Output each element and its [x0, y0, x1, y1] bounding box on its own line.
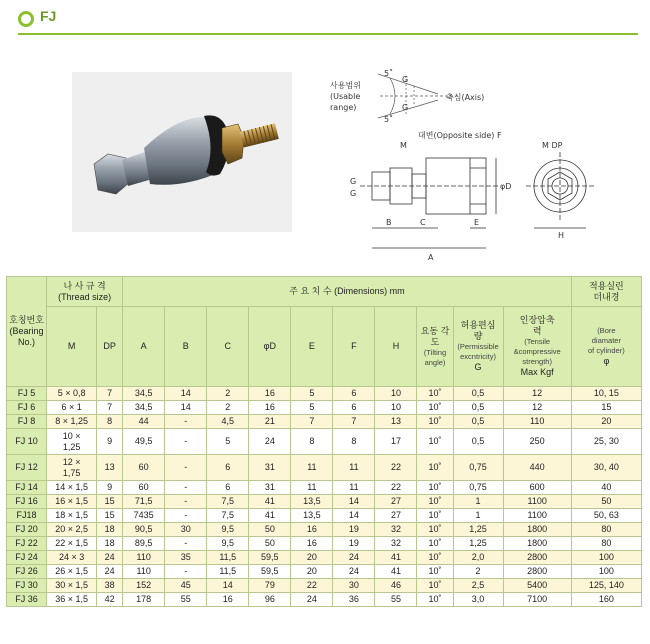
cell-c: 6: [207, 481, 249, 495]
cell-h: 41: [375, 551, 417, 565]
table-row: [7, 429, 642, 455]
cell-model: FJ 24: [7, 551, 47, 565]
cell-h: 10: [375, 387, 417, 401]
cell-m: 8 × 1,25: [47, 415, 97, 429]
cell-a: 44: [123, 415, 165, 429]
cell-a: 90,5: [123, 523, 165, 537]
cell-e: 5: [291, 387, 333, 401]
cell-b: -: [165, 415, 207, 429]
thread-header: 나 사 규 격 (Thread size): [47, 277, 123, 307]
cell-b: 55: [165, 593, 207, 607]
cell-a: 49,5: [123, 429, 165, 455]
cell-h: 32: [375, 523, 417, 537]
cell-e: 13,5: [291, 509, 333, 523]
g-mark-top: G: [402, 75, 409, 84]
cell-model: FJ 10: [7, 429, 47, 455]
cell-g: 1: [453, 509, 503, 523]
cell-force: 2800: [503, 551, 571, 565]
force-header: 인장압축 력 (Tensile &compressive strength) Max Kgf: [503, 307, 571, 387]
cell-force: 600: [503, 481, 571, 495]
cell-dp: 24: [97, 565, 123, 579]
cell-b: 14: [165, 401, 207, 415]
cell-f: 19: [333, 537, 375, 551]
cell-f: 14: [333, 509, 375, 523]
cell-m: 26 × 1,5: [47, 565, 97, 579]
cell-m: 12 × 1,75: [47, 455, 97, 481]
header-row-1: [7, 277, 642, 307]
cell-f: 36: [333, 593, 375, 607]
b-header: B: [165, 307, 207, 387]
cell-c: 2: [207, 401, 249, 415]
cell-force: 110: [503, 415, 571, 429]
cell-h: 13: [375, 415, 417, 429]
cell-cyl: 20: [571, 415, 641, 429]
cell-a: 89,5: [123, 537, 165, 551]
cell-a: 34,5: [123, 387, 165, 401]
cell-a: 60: [123, 455, 165, 481]
cell-c: 9,5: [207, 537, 249, 551]
dimensions-header: 주 요 치 수 (Dimensions) mm: [123, 277, 572, 307]
cell-model: FJ 12: [7, 455, 47, 481]
cell-cyl: 10, 15: [571, 387, 641, 401]
g-mark-side-top: G: [350, 177, 357, 186]
page-title: FJ: [40, 8, 57, 24]
cell-force: 250: [503, 429, 571, 455]
cell-g: 0,5: [453, 415, 503, 429]
cell-h: 55: [375, 593, 417, 607]
cell-d: 31: [249, 455, 291, 481]
header-divider: [18, 33, 638, 35]
cell-b: -: [165, 429, 207, 455]
cell-tilt: 10˚: [417, 455, 453, 481]
cylinder-subheader: (Bore diamater of cylinder) φ: [571, 307, 641, 387]
cell-d: 16: [249, 387, 291, 401]
table-row: [7, 495, 642, 509]
angle-bottom-label: 5˚: [384, 115, 394, 124]
cell-g: 2,5: [453, 579, 503, 593]
cell-h: 27: [375, 495, 417, 509]
cell-g: 1,25: [453, 523, 503, 537]
cell-d: 24: [249, 429, 291, 455]
cell-b: 45: [165, 579, 207, 593]
cell-f: 11: [333, 455, 375, 481]
cell-cyl: 100: [571, 551, 641, 565]
table-row: [7, 593, 642, 607]
cell-e: 5: [291, 401, 333, 415]
usable-range-line1: 사용범위: [330, 81, 361, 90]
cell-m: 36 × 1,5: [47, 593, 97, 607]
cell-d: 41: [249, 509, 291, 523]
cell-g: 0,75: [453, 455, 503, 481]
bullet-ring-icon: [18, 11, 34, 27]
table-row: [7, 551, 642, 565]
cell-model: FJ 8: [7, 415, 47, 429]
cell-force: 1100: [503, 509, 571, 523]
cell-c: 7,5: [207, 495, 249, 509]
cell-cyl: 100: [571, 565, 641, 579]
cell-d: 50: [249, 537, 291, 551]
cell-model: FJ 5: [7, 387, 47, 401]
cell-cyl: 25, 30: [571, 429, 641, 455]
cell-a: 110: [123, 551, 165, 565]
d-header: φD: [249, 307, 291, 387]
cell-h: 41: [375, 565, 417, 579]
cell-dp: 7: [97, 387, 123, 401]
cell-m: 16 × 1,5: [47, 495, 97, 509]
cell-dp: 18: [97, 537, 123, 551]
cell-e: 8: [291, 429, 333, 455]
cell-d: 50: [249, 523, 291, 537]
cell-dp: 15: [97, 495, 123, 509]
cell-dp: 24: [97, 551, 123, 565]
cell-b: 14: [165, 387, 207, 401]
tilt-header: 요동 각 도 (Tilting angle): [417, 307, 453, 387]
cell-tilt: 10˚: [417, 593, 453, 607]
cell-tilt: 10˚: [417, 523, 453, 537]
table-row: [7, 401, 642, 415]
cell-cyl: 80: [571, 537, 641, 551]
cell-force: 12: [503, 387, 571, 401]
cell-d: 96: [249, 593, 291, 607]
b-dim-label: B: [386, 218, 392, 227]
table-row: [7, 537, 642, 551]
cell-m: 24 × 3: [47, 551, 97, 565]
table-row: [7, 509, 642, 523]
cell-h: 22: [375, 455, 417, 481]
cell-c: 11,5: [207, 565, 249, 579]
cell-f: 19: [333, 523, 375, 537]
cell-model: FJ 26: [7, 565, 47, 579]
cell-e: 20: [291, 551, 333, 565]
cell-d: 31: [249, 481, 291, 495]
cell-dp: 9: [97, 429, 123, 455]
cell-tilt: 10˚: [417, 565, 453, 579]
cell-g: 0,5: [453, 401, 503, 415]
cell-b: -: [165, 495, 207, 509]
cell-b: -: [165, 481, 207, 495]
cell-dp: 13: [97, 455, 123, 481]
cell-b: -: [165, 537, 207, 551]
cell-m: 10 × 1,25: [47, 429, 97, 455]
header-row-2: [7, 307, 642, 387]
cell-a: 60: [123, 481, 165, 495]
m-dp-label: M DP: [542, 141, 563, 150]
cylinder-header: 적용실린 더내경: [571, 277, 641, 307]
c-dim-label: C: [420, 218, 426, 227]
cell-model: FJ 20: [7, 523, 47, 537]
cell-c: 5: [207, 429, 249, 455]
ecc-header: 허용편심 량 (Permissible excntricity) G: [453, 307, 503, 387]
cell-f: 6: [333, 387, 375, 401]
dimension-diagram: [320, 48, 640, 266]
h-header: H: [375, 307, 417, 387]
axis-label: 축심(Axis): [446, 93, 485, 102]
cell-force: 7100: [503, 593, 571, 607]
cell-force: 1800: [503, 523, 571, 537]
cell-g: 2,0: [453, 551, 503, 565]
g-mark-bottom: G: [402, 103, 409, 112]
cell-e: 11: [291, 455, 333, 481]
cell-a: 34,5: [123, 401, 165, 415]
cell-cyl: 80: [571, 523, 641, 537]
product-photo: [72, 72, 292, 232]
cell-g: 0,5: [453, 429, 503, 455]
cell-dp: 18: [97, 523, 123, 537]
cell-d: 79: [249, 579, 291, 593]
cell-model: FJ 14: [7, 481, 47, 495]
cell-force: 5400: [503, 579, 571, 593]
cell-e: 22: [291, 579, 333, 593]
cell-m: 30 × 1,5: [47, 579, 97, 593]
cell-tilt: 10˚: [417, 401, 453, 415]
f-header: F: [333, 307, 375, 387]
opposite-side-label: 대변(Opposite side) F: [418, 131, 502, 140]
a-dim-label: A: [428, 253, 434, 262]
cell-d: 16: [249, 401, 291, 415]
cell-e: 24: [291, 593, 333, 607]
cell-g: 1: [453, 495, 503, 509]
cell-a: 7435: [123, 509, 165, 523]
cell-f: 8: [333, 429, 375, 455]
cell-tilt: 10˚: [417, 387, 453, 401]
cell-h: 17: [375, 429, 417, 455]
cell-tilt: 10˚: [417, 481, 453, 495]
cell-force: 2800: [503, 565, 571, 579]
cell-b: -: [165, 565, 207, 579]
table-row: [7, 415, 642, 429]
cell-c: 6: [207, 455, 249, 481]
table-row: [7, 387, 642, 401]
phi-d-label: φD: [500, 182, 512, 191]
cell-f: 24: [333, 551, 375, 565]
cell-force: 440: [503, 455, 571, 481]
cell-m: 6 × 1: [47, 401, 97, 415]
cell-m: 18 × 1,5: [47, 509, 97, 523]
cell-cyl: 50: [571, 495, 641, 509]
table-row: [7, 455, 642, 481]
cell-h: 46: [375, 579, 417, 593]
spec-table: [6, 276, 642, 607]
cell-cyl: 15: [571, 401, 641, 415]
cell-dp: 8: [97, 415, 123, 429]
cell-e: 16: [291, 523, 333, 537]
cell-g: 1,25: [453, 537, 503, 551]
cell-e: 16: [291, 537, 333, 551]
cell-tilt: 10˚: [417, 415, 453, 429]
usable-range-line2: (Usable: [330, 92, 361, 101]
cell-tilt: 10˚: [417, 509, 453, 523]
cell-c: 4,5: [207, 415, 249, 429]
a-header: A: [123, 307, 165, 387]
cell-f: 30: [333, 579, 375, 593]
cell-force: 12: [503, 401, 571, 415]
cell-f: 14: [333, 495, 375, 509]
cell-c: 11,5: [207, 551, 249, 565]
cell-model: FJ 36: [7, 593, 47, 607]
cell-cyl: 40: [571, 481, 641, 495]
cell-d: 21: [249, 415, 291, 429]
cell-m: 20 × 2,5: [47, 523, 97, 537]
c-header: C: [207, 307, 249, 387]
cell-b: 35: [165, 551, 207, 565]
cell-g: 3,0: [453, 593, 503, 607]
table-row: [7, 481, 642, 495]
cell-a: 71,5: [123, 495, 165, 509]
cell-b: 30: [165, 523, 207, 537]
cell-tilt: 10˚: [417, 537, 453, 551]
cell-a: 178: [123, 593, 165, 607]
cell-h: 32: [375, 537, 417, 551]
cell-m: 22 × 1,5: [47, 537, 97, 551]
cell-model: FJ18: [7, 509, 47, 523]
cell-cyl: 160: [571, 593, 641, 607]
cell-a: 110: [123, 565, 165, 579]
cell-force: 1800: [503, 537, 571, 551]
cell-g: 0,5: [453, 387, 503, 401]
h-dim-label: H: [558, 231, 565, 240]
cell-tilt: 10˚: [417, 579, 453, 593]
cell-model: FJ 22: [7, 537, 47, 551]
cell-g: 0,75: [453, 481, 503, 495]
cell-h: 22: [375, 481, 417, 495]
cell-f: 7: [333, 415, 375, 429]
cell-dp: 15: [97, 509, 123, 523]
cell-b: -: [165, 455, 207, 481]
cell-model: FJ 6: [7, 401, 47, 415]
cell-dp: 38: [97, 579, 123, 593]
cell-force: 1100: [503, 495, 571, 509]
cell-tilt: 10˚: [417, 495, 453, 509]
cell-model: FJ 16: [7, 495, 47, 509]
cell-m: 5 × 0,8: [47, 387, 97, 401]
cell-h: 10: [375, 401, 417, 415]
cell-a: 152: [123, 579, 165, 593]
cell-e: 13,5: [291, 495, 333, 509]
cell-cyl: 125, 140: [571, 579, 641, 593]
page-header: [18, 6, 638, 36]
cell-f: 24: [333, 565, 375, 579]
cell-d: 59,5: [249, 565, 291, 579]
cell-f: 11: [333, 481, 375, 495]
cell-e: 11: [291, 481, 333, 495]
e-header: E: [291, 307, 333, 387]
cell-e: 7: [291, 415, 333, 429]
cell-c: 2: [207, 387, 249, 401]
cell-b: -: [165, 509, 207, 523]
cell-dp: 9: [97, 481, 123, 495]
m-header: M: [47, 307, 97, 387]
angle-top-label: 5˚: [384, 69, 394, 78]
cell-c: 14: [207, 579, 249, 593]
table-row: [7, 523, 642, 537]
cell-c: 9,5: [207, 523, 249, 537]
cell-m: 14 × 1,5: [47, 481, 97, 495]
cell-c: 16: [207, 593, 249, 607]
cell-tilt: 10˚: [417, 551, 453, 565]
e-dim-label: E: [474, 218, 480, 227]
cell-tilt: 10˚: [417, 429, 453, 455]
model-header: 호칭번호 (Bearing No.): [7, 277, 47, 387]
cell-dp: 7: [97, 401, 123, 415]
cell-h: 27: [375, 509, 417, 523]
cell-c: 7,5: [207, 509, 249, 523]
cell-cyl: 50, 63: [571, 509, 641, 523]
cell-cyl: 30, 40: [571, 455, 641, 481]
cell-dp: 42: [97, 593, 123, 607]
cell-model: FJ 30: [7, 579, 47, 593]
cell-e: 20: [291, 565, 333, 579]
table-row: [7, 565, 642, 579]
cell-d: 59,5: [249, 551, 291, 565]
cell-d: 41: [249, 495, 291, 509]
g-mark-side-bottom: G: [350, 189, 357, 198]
dp-header: DP: [97, 307, 123, 387]
cell-f: 6: [333, 401, 375, 415]
usable-range-line3: range): [330, 103, 357, 112]
m-label-left: M: [400, 141, 407, 150]
cell-g: 2: [453, 565, 503, 579]
table-row: [7, 579, 642, 593]
